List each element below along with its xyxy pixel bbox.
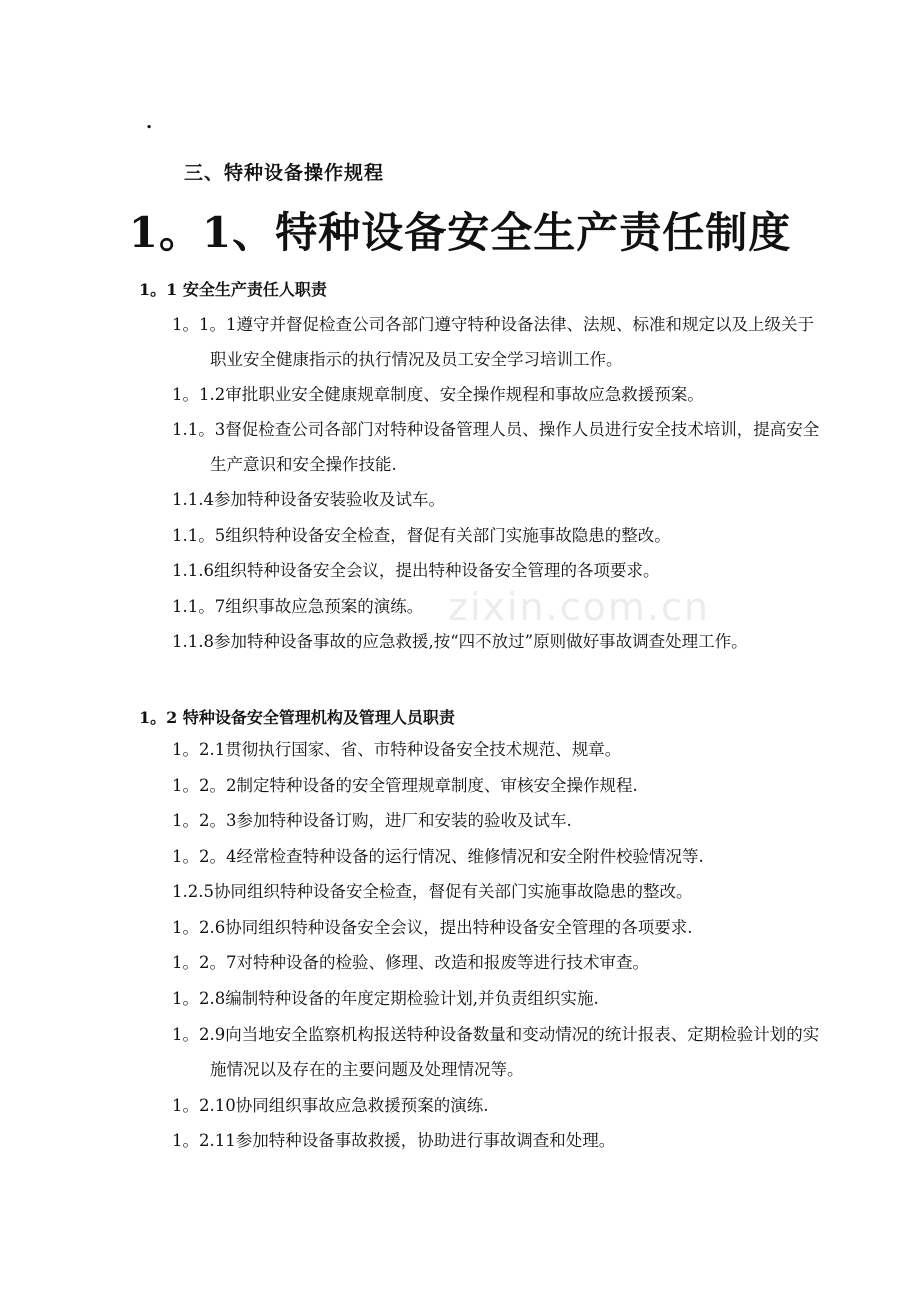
item-number: 1。1。1 [172, 315, 237, 334]
list-item [172, 874, 784, 909]
list-item [172, 732, 784, 767]
list-item [172, 981, 784, 1016]
item-text: 参加特种设备安装验收及试车。 [213, 490, 445, 509]
list-item [172, 803, 784, 838]
list-item [172, 518, 784, 553]
item-text: 协同组织特种设备安全会议，提出特种设备安全管理的各项要求. [225, 918, 693, 937]
subheading-1-1: 1。1 安全生产责任人职责 [139, 280, 327, 299]
item-text: 组织事故应急预案的演练。 [225, 597, 424, 616]
item-number: 1。2.10 [172, 1096, 236, 1115]
item-text: 对特种设备的检验、修理、改造和报废等进行技术审查。 [236, 953, 649, 972]
item-number: 1.1。5 [172, 526, 226, 545]
list-item [172, 768, 784, 803]
list-item [172, 1123, 784, 1158]
page-title: 1。1、特种设备安全生产责任制度 [128, 208, 792, 257]
watermark: zixin.com.cn [448, 585, 710, 629]
item-number: 1。2.8 [172, 989, 226, 1008]
list-item [172, 589, 784, 624]
item-number: 1.1.8 [172, 632, 214, 651]
item-text: 协同组织事故应急救援预案的演练. [235, 1096, 489, 1115]
list-item [172, 307, 822, 377]
list-item [172, 377, 784, 412]
item-text: 组织特种设备安全检查，督促有关部门实施事故隐患的整改。 [225, 526, 671, 545]
subheading-1-2: 1。2 特种设备安全管理机构及管理人员职责 [139, 708, 455, 727]
item-text: 组织特种设备安全会议，提出特种设备安全管理的各项要求。 [213, 561, 660, 580]
item-number: 1.2.5 [172, 882, 214, 901]
item-number: 1。2.1 [172, 740, 226, 759]
item-number: 1.1.6 [172, 561, 214, 580]
item-text: 向当地安全监察机构报送特种设备数量和变动情况的统计报表、定期检验计划的实施情况以及存在的主要问题及处理情况等。 [210, 1025, 820, 1079]
item-text: 参加特种设备事故的应急救援,按“四不放过”原则做好事故调查处理工作。 [213, 632, 748, 651]
item-text: 督促检查公司各部门对特种设备管理人员、操作人员进行安全技术培训，提高安全生产意识和安全操作技能. [210, 420, 820, 474]
item-text: 经常检查特种设备的运行情况、维修情况和安全附件校验情况等. [236, 847, 704, 866]
item-number: 1。2.6 [172, 918, 226, 937]
list-item [172, 945, 784, 980]
item-text: 编制特种设备的年度定期检验计划,并负责组织实施. [225, 989, 599, 1008]
section-heading: 三、特种设备操作规程 [184, 162, 385, 184]
item-number: 1.1.4 [172, 490, 214, 509]
item-number: 1。2。7 [172, 953, 237, 972]
list-item [172, 839, 784, 874]
item-text: 审批职业安全健康规章制度、安全操作规程和事故应急救援预案。 [225, 385, 704, 404]
list-item [172, 1017, 822, 1087]
page-marker: . [146, 112, 153, 133]
item-text: 参加特种设备订购，进厂和安装的验收及试车. [236, 811, 572, 830]
item-number: 1.1。7 [172, 597, 226, 616]
list-item [154, 624, 784, 659]
item-number: 1。2。2 [172, 776, 237, 795]
item-text: 遵守并督促检查公司各部门遵守特种设备法律、法规、标准和规定以及上级关于职业安全健康指示的执行情况及员工安全学习培训工作。 [210, 315, 814, 369]
item-number: 1。2。3 [172, 811, 237, 830]
item-text: 制定特种设备的安全管理规章制度、审核安全操作规程. [236, 776, 638, 795]
item-number: 1。2.11 [172, 1131, 236, 1150]
list-item [172, 1088, 784, 1123]
item-number: 1。1.2 [172, 385, 226, 404]
item-number: 1.1。3 [172, 420, 226, 439]
item-text: 贯彻执行国家、省、市特种设备安全技术规范、规章。 [225, 740, 622, 759]
item-number: 1。2。4 [172, 847, 237, 866]
item-number: 1。2.9 [172, 1025, 226, 1044]
list-item [172, 553, 784, 588]
list-item [172, 482, 784, 517]
list-item [172, 910, 784, 945]
item-text: 参加特种设备事故救援，协助进行事故调查和处理。 [235, 1131, 616, 1150]
list-item [172, 412, 822, 482]
item-text: 协同组织特种设备安全检查，督促有关部门实施事故隐患的整改。 [213, 882, 693, 901]
